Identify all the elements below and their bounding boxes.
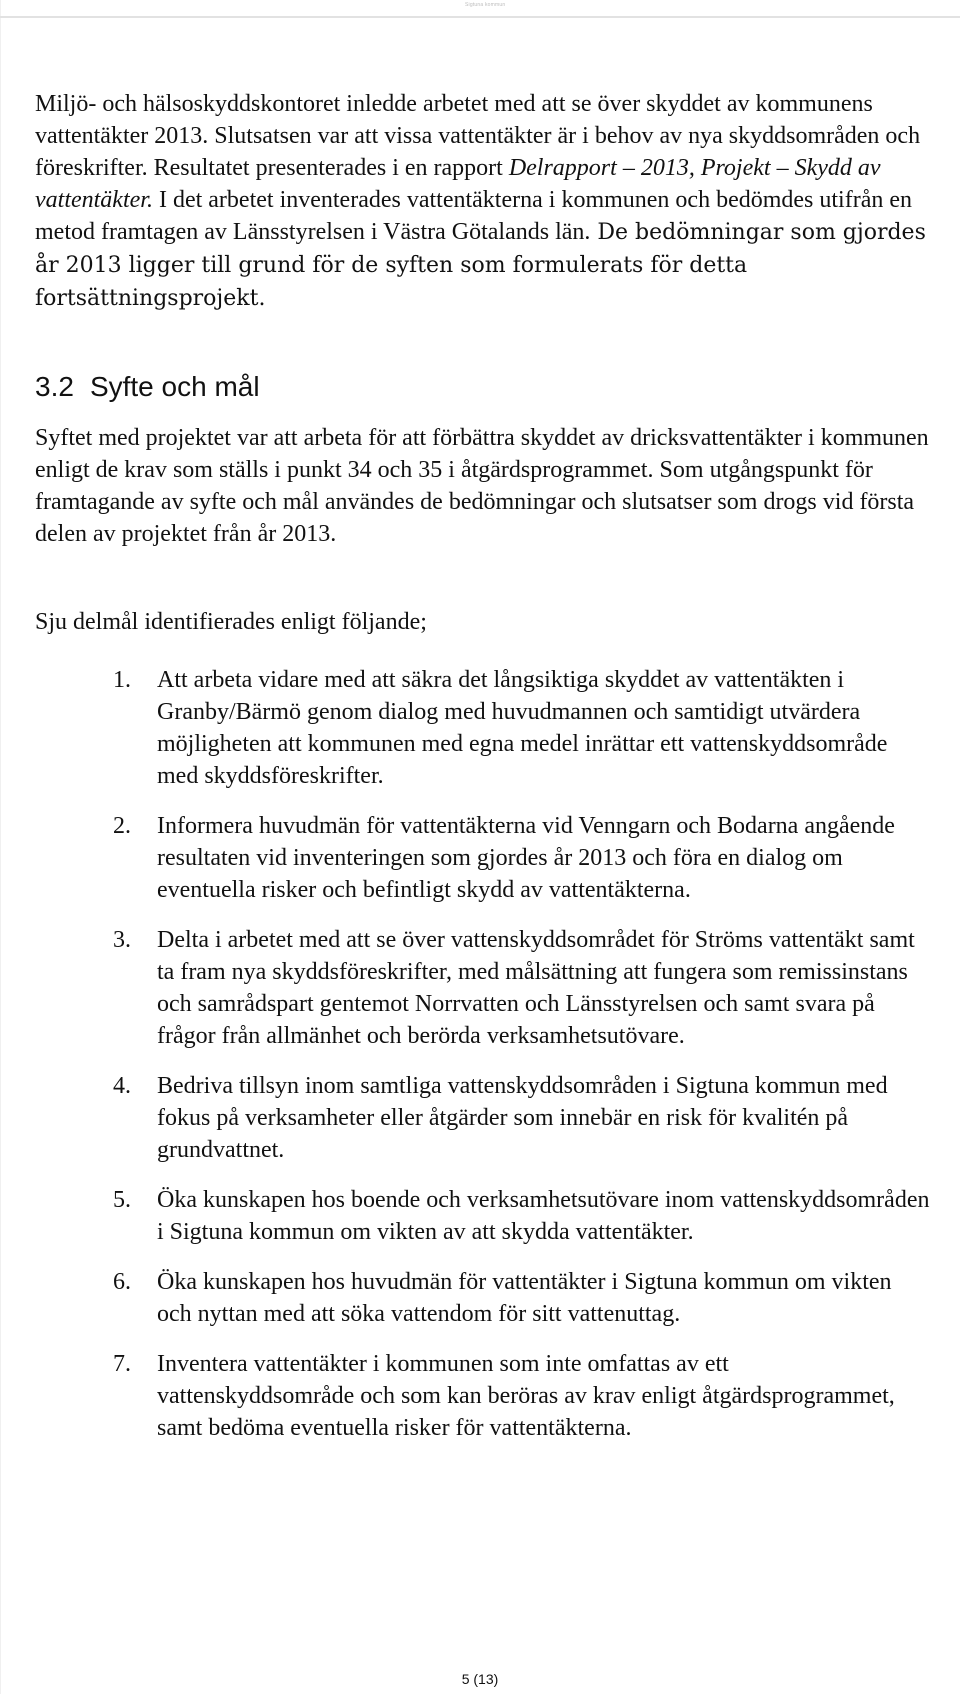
list-item xyxy=(35,924,930,1052)
goals-list xyxy=(35,664,930,1444)
list-text: Delta i arbetet med att se över vattenskyddsområdet för Ströms vattentäkt samt ta fram nya skyddsföreskrifter, med målsättning att fungera som remissinstans och samrådspart gentemot Norrvatten och Länsstyrelsen och samt svara på frågor från allmänhet och berörda verksamhetsutövare. xyxy=(157,927,915,1049)
list-text: Informera huvudmän för vattentäkterna vid Venngarn och Bodarna angående resultaten vid inventeringen som gjordes år 2013 och föra en dialog om eventuella risker och befintligt skydd av vattentäkterna. xyxy=(157,813,895,903)
report-title: Delrapport – 2013, Projekt – Skydd av vattentäkter. xyxy=(35,155,881,213)
list-text: Att arbeta vidare med att säkra det långsiktiga skyddet av vattentäkten i Granby/Bärmö genom dialog med huvudmannen och samtidigt utvärdera möjligheten att kommunen med egna medel inrättar ett vattenskyddsområde med skyddsföreskrifter. xyxy=(157,667,888,789)
section-heading xyxy=(35,370,260,404)
list-number: 6. xyxy=(113,1269,131,1295)
list-number: 5. xyxy=(113,1187,131,1213)
purpose-paragraph: Syftet med projektet var att arbeta för att förbättra skyddet av dricksvattentäkter i kommunen enligt de krav som ställs i punkt 34 och 35 i åtgärdsprogrammet. Som utgångspunkt för framtagande av syfte och mål användes de bedömningar och slutsatser som drogs vid första delen av projektet från år 2013. xyxy=(35,425,929,547)
header-mark: Sigtuna kommun xyxy=(465,2,506,8)
list-number: 3. xyxy=(113,927,131,953)
list-item xyxy=(35,1266,930,1330)
header-divider xyxy=(0,16,960,18)
list-number: 1. xyxy=(113,667,131,693)
list-number: 7. xyxy=(113,1351,131,1377)
page-edge xyxy=(0,0,1,1694)
list-item xyxy=(35,810,930,906)
section-number: 3.2 xyxy=(35,371,74,402)
intro-section xyxy=(35,88,930,315)
purpose-section xyxy=(35,422,930,550)
list-number: 4. xyxy=(113,1073,131,1099)
list-number: 2. xyxy=(113,813,131,839)
list-text: Bedriva tillsyn inom samtliga vattenskyddsområden i Sigtuna kommun med fokus på verksamheter eller åtgärder som innebär en risk för kvalitén på grundvattnet. xyxy=(157,1073,888,1163)
goals-lead: Sju delmål identifierades enligt följande; xyxy=(35,609,427,635)
list-item xyxy=(35,664,930,792)
section-title: Syfte och mål xyxy=(89,371,260,402)
list-text: Inventera vattentäkter i kommunen som inte omfattas av ett vattenskyddsområde och som kan beröras av krav enligt åtgärdsprogrammet, samt bedöma eventuella risker för vattentäkterna. xyxy=(157,1351,895,1441)
list-item xyxy=(35,1348,930,1444)
list-text: Öka kunskapen hos huvudmän för vattentäkter i Sigtuna kommun om vikten och nyttan med att söka vattendom för sitt vattenuttag. xyxy=(157,1269,892,1327)
intro-paragraph xyxy=(35,88,930,315)
intro-text-1: Miljö- och hälsoskyddskontoret inledde arbetet med att se över skyddet av kommunens vattentäkter 2013. Slutsatsen var att vissa vattentäkter är i behov av nya skyddsområden och föreskrifter. Resultatet presenterades i en rapport xyxy=(35,91,921,181)
page-number: 5 (13) xyxy=(461,1671,499,1687)
list-item xyxy=(35,1184,930,1248)
list-text: Öka kunskapen hos boende och verksamhetsutövare inom vattenskyddsområden i Sigtuna kommun om vikten av att skydda vattentäkter. xyxy=(157,1187,930,1245)
goals-lead-section xyxy=(35,606,930,638)
list-item xyxy=(35,1070,930,1166)
intro-text-2: I det arbetet inventerades vattentäkterna i kommunen och bedömdes utifrån en metod framtagen av Länsstyrelsen i Västra Götalands län. xyxy=(35,187,913,245)
intro-text-3: De bedömningar som gjordes år 2013 ligger till grund för de syften som formulerats för detta fortsättningsprojekt. xyxy=(35,220,926,311)
